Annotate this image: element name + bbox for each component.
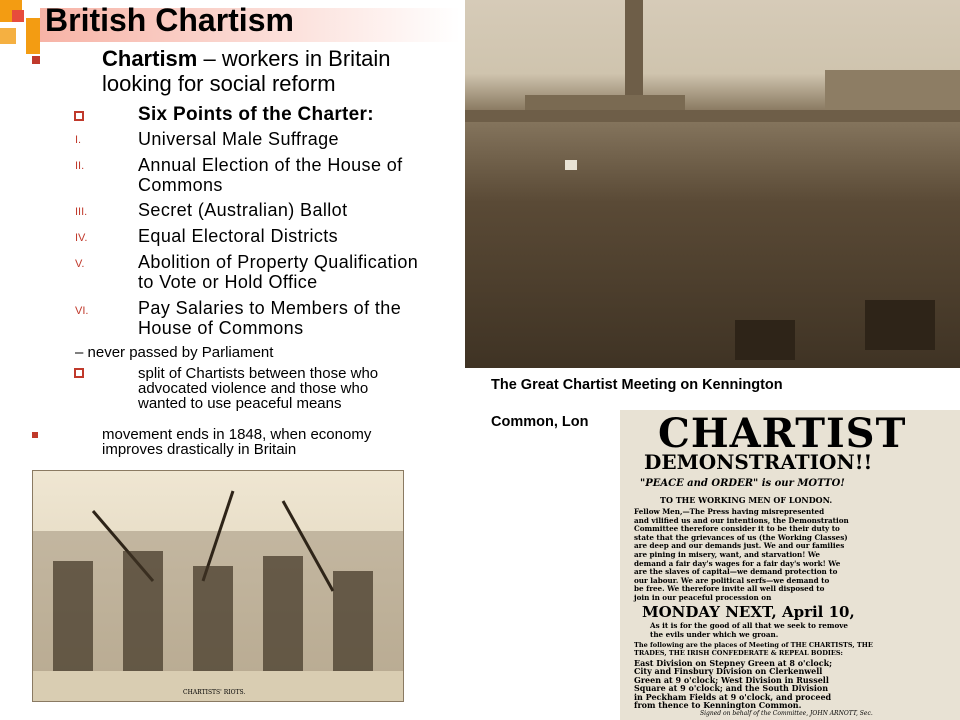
poster-body-line: are deep and our demands just. We and our families	[634, 541, 845, 551]
split-note-line: advocated violence and those who	[138, 380, 369, 397]
six-points-heading: Six Points of the Charter:	[138, 104, 374, 125]
kennington-meeting-photo	[465, 0, 960, 368]
poster-after-line: the evils under which we groan.	[650, 629, 779, 639]
main-point-line2: looking for social reform	[102, 71, 336, 96]
poster-place-line: in Peckham Fields at 9 o'clock, and proceed	[634, 691, 832, 702]
poster-places-intro	[634, 642, 873, 657]
figure	[123, 551, 163, 671]
poster-monday: MONDAY NEXT, April 10,	[642, 603, 855, 621]
decorative-square-orange-tall	[26, 18, 40, 54]
movement-end-line: improves drastically in Britain	[102, 441, 297, 458]
chartist-riots-engraving	[32, 470, 404, 702]
decorative-square-red	[12, 10, 24, 22]
slide-title: British Chartism	[45, 2, 294, 38]
poster-place-line: City and Finsbury Division on Clerkenwell	[634, 666, 823, 677]
point-number: I.	[75, 134, 82, 146]
split-note-line: wanted to use peaceful means	[138, 395, 342, 412]
banner-flag	[565, 160, 577, 170]
poster-body-line: join in our peaceful procession on	[634, 592, 772, 602]
photo-caption-line2: Common, Lon	[491, 414, 589, 430]
main-point-rest: – workers in Britain	[197, 46, 391, 71]
hollow-bullet-icon	[74, 111, 84, 121]
point-number: II.	[75, 160, 85, 172]
poster-body-line: Committee therefore consider it to be their duty to	[634, 524, 840, 534]
figure	[333, 571, 373, 671]
chartist-demonstration-poster	[620, 410, 960, 720]
poster-after-line: As it is for the good of all that we seek to remove	[650, 621, 848, 630]
decorative-square-orange-small	[0, 28, 16, 44]
ground	[33, 671, 403, 701]
main-point-line1	[102, 47, 391, 71]
poster-places-intro-line: TRADES, THE IRISH CONFEDERATE & REPEAL BODIES:	[634, 648, 843, 657]
poster-to-line: TO THE WORKING MEN OF LONDON.	[660, 495, 833, 505]
figure	[53, 561, 93, 671]
poster-place-line: Square at 9 o'clock; and the South Division	[634, 683, 829, 694]
poster-body-line: Fellow Men,—The Press having misrepresented	[634, 507, 825, 516]
poster-signed: Signed on behalf of the Committee, JOHN ARNOTT, Sec.	[700, 710, 873, 717]
poster-places-intro-line: The following are the places of Meeting of THE CHARTISTS, THE	[634, 641, 873, 649]
poster-body-line: and vilified us and our intentions, the Demonstration	[634, 515, 849, 525]
riot-caption: CHARTISTS' RIOTS.	[183, 689, 246, 696]
poster-after	[650, 622, 848, 639]
point-number: III.	[75, 206, 88, 218]
poster-subheadline: DEMONSTRATION!!	[644, 450, 873, 474]
poster-body-line: are the slaves of capital—we demand protection to	[634, 567, 838, 577]
bullet-square-icon	[32, 56, 40, 64]
riot-scene-svg	[33, 471, 403, 701]
skyline-strip	[465, 110, 960, 122]
figure	[193, 566, 233, 671]
point-text: Equal Electoral Districts	[138, 226, 339, 246]
point-text: Universal Male Suffrage	[138, 129, 339, 149]
point-number: VI.	[75, 305, 89, 317]
poster-place-line: Green at 9 o'clock; West Division in Russell	[634, 674, 829, 685]
point-text: House of Commons	[138, 318, 304, 338]
chartism-term: Chartism	[102, 46, 198, 71]
point-text: Pay Salaries to Members of the	[138, 298, 402, 318]
point-number: IV.	[75, 232, 88, 244]
horse-cart	[865, 300, 935, 350]
split-note-line: split of Chartists between those who	[138, 365, 379, 382]
movement-end-line: movement ends in 1848, when economy	[102, 426, 372, 443]
point-text: to Vote or Hold Office	[138, 272, 318, 292]
crowd-scene-svg	[465, 0, 960, 368]
point-text: Abolition of Property Qualification	[138, 252, 419, 272]
poster-headline: CHARTIST	[658, 410, 907, 457]
poster-body-line: demand a fair day's wages for a fair day's work! We	[634, 558, 841, 568]
poster-body	[634, 508, 849, 603]
poster-body-line: are pining in misery, want, and starvation! We	[634, 549, 820, 559]
poster-body-line: be free. We therefore invite all well disposed to	[634, 584, 825, 594]
poster-place-line: East Division on Stepney Green at 8 o'clock;	[634, 658, 833, 668]
poster-places	[634, 659, 832, 709]
photo-caption-line1: The Great Chartist Meeting on Kennington	[491, 377, 783, 393]
poster-body-line: state that the grievances of us (the Working Classes)	[634, 532, 848, 542]
poster-place-line: from thence to Kennington Common.	[634, 700, 802, 711]
point-text: Commons	[138, 175, 223, 195]
point-text: Secret (Australian) Ballot	[138, 200, 348, 220]
cart	[735, 320, 795, 360]
chimney-stack	[625, 0, 643, 105]
poster-motto: "PEACE and ORDER" is our MOTTO!	[640, 478, 845, 489]
bullet-square-icon	[32, 432, 38, 438]
point-number: V.	[75, 258, 85, 270]
poster-body-line: our labour. We are political serfs—we demand to	[634, 575, 830, 585]
hollow-bullet-icon	[74, 368, 84, 378]
figure	[263, 556, 303, 671]
point-text: Annual Election of the House of	[138, 155, 403, 175]
never-passed-note: – never passed by Parliament	[75, 344, 274, 361]
